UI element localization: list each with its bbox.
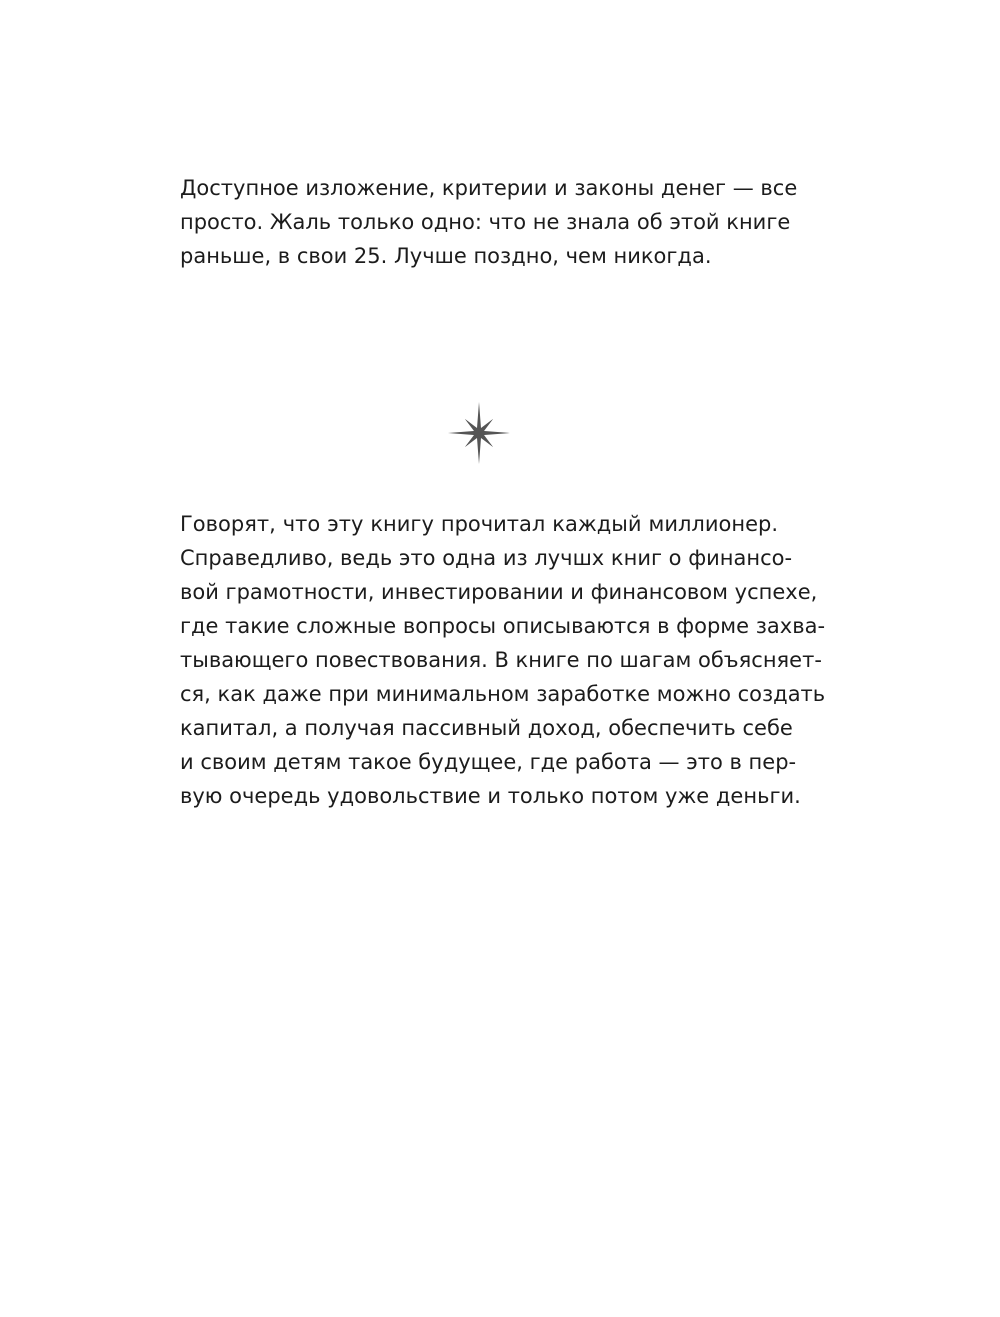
text-line: ся, как даже при минимальном заработке можно создать [180,682,826,706]
text-line: раньше, в свои 25. Лучше поздно, чем никогда. [180,244,712,268]
text-line: Говорят, что эту книгу прочитал каждый миллионер. [180,512,778,536]
text-line: вую очередь удовольствие и только потом уже деньги. [180,784,801,808]
text-line: капитал, а получая пассивный доход, обеспечить себе [180,716,793,740]
text-line: Справедливо, ведь это одна из лучшх книг о финансо- [180,546,793,570]
review-paragraph-2 [180,507,826,813]
text-line: где такие сложные вопросы описываются в форме захва- [180,614,826,638]
text-line: Доступное изложение, критерии и законы денег — все [180,176,798,200]
sparkle-star-icon [448,402,510,464]
text-line: вой грамотности, инвестировании и финансовом успехе, [180,580,818,604]
review-paragraph-1 [180,171,798,273]
text-line: и своим детям такое будущее, где работа — это в пер- [180,750,797,774]
text-line: просто. Жаль только одно: что не знала об этой книге [180,210,791,234]
text-line: тывающего повествования. В книге по шагам объясняет- [180,648,822,672]
